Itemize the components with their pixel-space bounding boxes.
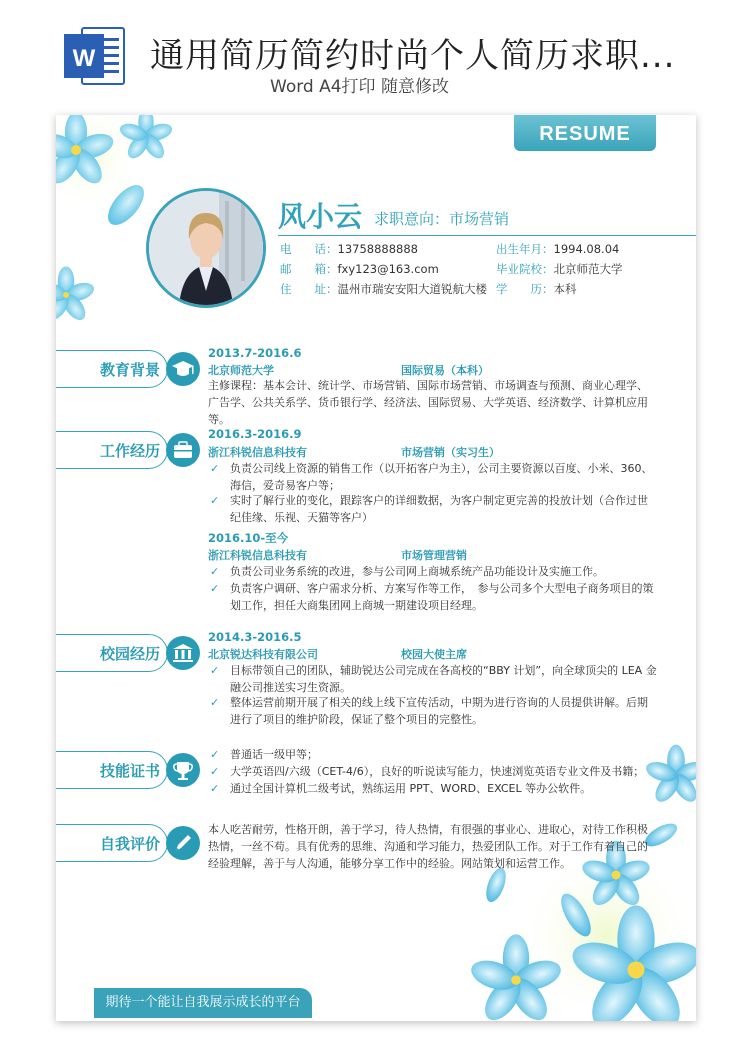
- info-school: 毕业院校：北京师范大学: [496, 262, 623, 276]
- check-icon: ✓: [210, 565, 220, 578]
- education-school: 北京师范大学: [208, 364, 274, 377]
- work1-company: 浙江科锐信息科技有: [208, 446, 307, 459]
- campus-date: 2014.3-2016.5: [208, 630, 302, 644]
- check-icon: ✓: [210, 782, 220, 795]
- section-education-title: 教育背景: [100, 361, 161, 379]
- word-document-icon: [62, 22, 128, 90]
- info-birth: 出生年月：1994.08.04: [496, 242, 620, 256]
- section-skills-title: 技能证书: [100, 762, 161, 780]
- resume-sheet: [56, 115, 696, 1021]
- work2-role: 市场管理营销: [401, 549, 467, 562]
- building-icon: [166, 636, 200, 670]
- work2-bullet: ✓ 负责客户调研、客户需求分析、方案写作等工作， 参与公司多个大型电子商务项目的策划工作，担任大商集团网上商城一期建设项目经理。: [210, 582, 654, 612]
- resume-tab: RESUME: [514, 115, 656, 151]
- section-work-title: 工作经历: [100, 442, 161, 460]
- campus-company: 北京锐达科技有限公司: [208, 648, 318, 661]
- skills-bullet: ✓ 通过全国计算机二级考试，熟练运用 PPT、WORD、EXCEL 等办公软件。: [210, 782, 592, 795]
- work1-date: 2016.3-2016.9: [208, 427, 302, 441]
- education-courses: 主修课程：基本会计、统计学、市场营销、国际市场营销、市场调查与预测、商业心理学、广告学、公共关系学、货币银行学、经济法、国际贸易、大学英语、经济数学、计算机应用等。: [208, 379, 648, 426]
- svg-text:W: W: [72, 45, 96, 72]
- check-icon: ✓: [210, 696, 220, 709]
- check-icon: ✓: [210, 748, 220, 761]
- info-email: 邮 箱：fxy123@163.com: [280, 262, 439, 276]
- check-icon: ✓: [210, 765, 220, 778]
- campus-bullet: ✓ 整体运营前期开展了相关的线上线下宣传活动，中期为进行咨询的人员提供讲解。后期进行了项目的维护阶段，保证了整个项目的完整性。: [210, 696, 648, 726]
- document-subtitle: Word A4打印 随意修改: [270, 77, 449, 97]
- trophy-icon: [166, 753, 200, 787]
- info-phone: 电 话：13758888888: [280, 242, 418, 256]
- check-icon: ✓: [210, 582, 220, 595]
- header-divider: [278, 235, 696, 236]
- skills-bullet: ✓ 普通话一级甲等；: [210, 748, 318, 761]
- skills-bullet: ✓ 大学英语四/六级（CET-4/6），良好的听说读写能力，快速浏览英语专业文件及书籍；: [210, 765, 645, 778]
- info-degree: 学 历：本科: [496, 282, 577, 296]
- document-title: 通用简历简约时尚个人简历求职...: [150, 36, 676, 76]
- document-header: [0, 0, 750, 106]
- candidate-name: 风小云: [278, 200, 363, 233]
- education-date: 2013.7-2016.6: [208, 346, 302, 360]
- campus-role: 校园大使主席: [401, 648, 467, 661]
- info-address: 住 址：温州市瑞安安阳大道锐航大楼: [280, 282, 487, 296]
- work2-date: 2016.10-至今: [208, 531, 289, 545]
- check-icon: ✓: [210, 462, 220, 475]
- section-self-title: 自我评价: [100, 835, 161, 853]
- work1-bullet: ✓ 负责公司线上资源的销售工作（以开拓客户为主），公司主要资源以百度、小米、360、海信，爱奇易客户等；: [210, 462, 653, 492]
- footer-slogan: 期待一个能让自我展示成长的平台: [94, 988, 312, 1018]
- work1-role: 市场营销（实习生）: [401, 446, 500, 459]
- graduation-cap-icon: [166, 352, 200, 386]
- job-intent: 求职意向：市场营销: [374, 210, 510, 228]
- check-icon: ✓: [210, 664, 220, 677]
- check-icon: ✓: [210, 494, 220, 507]
- self-evaluation-text: 本人吃苦耐劳，性格开朗，善于学习，待人热情，有很强的事业心、进取心，对待工作积极热情，一丝不苟。具有优秀的思维、沟通和学习能力，热爱团队工作。对于工作有着自己的经验理解，善于与人沟通，能够分享工作中的经验。网站策划和运营工作。: [208, 823, 648, 870]
- profile-photo: [146, 188, 266, 308]
- work2-bullet: ✓ 负责公司业务系统的改进，参与公司网上商城系统产品功能设计及实施工作。: [210, 565, 604, 578]
- briefcase-icon: [166, 433, 200, 467]
- work1-bullet: ✓ 实时了解行业的变化，跟踪客户的详细数据，为客户制定更完善的投放计划（合作过世纪佳缘、乐视、天猫等客户）: [210, 494, 648, 524]
- campus-bullet: ✓ 目标带领自己的团队，辅助锐达公司完成在各高校的“BBY 计划”，向全球顶尖的 LEA 金融公司推送实习生资源。: [210, 664, 657, 694]
- education-major: 国际贸易（本科）: [401, 364, 489, 377]
- pen-icon: [166, 826, 200, 860]
- work2-company: 浙江科锐信息科技有: [208, 549, 307, 562]
- section-campus-title: 校园经历: [100, 645, 161, 663]
